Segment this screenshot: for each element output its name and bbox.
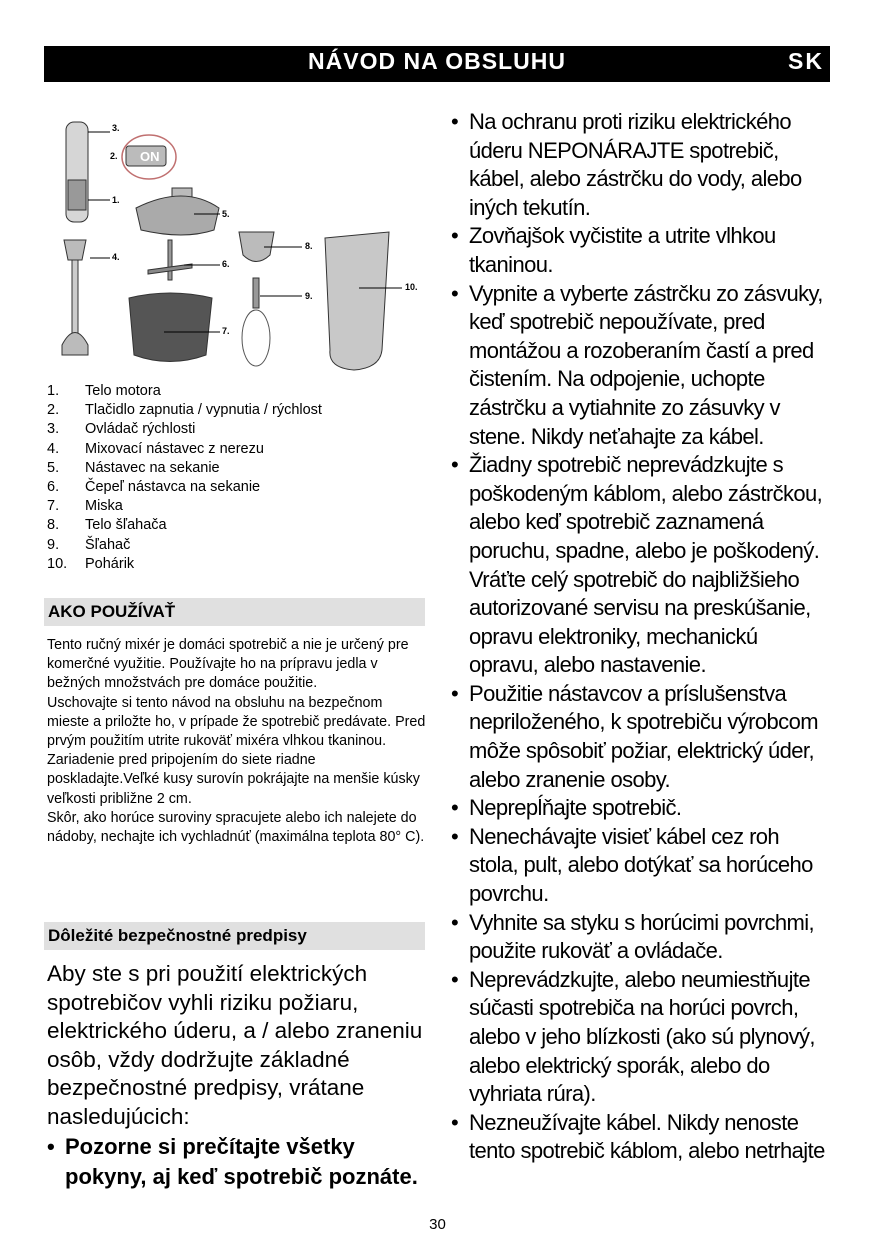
- safety-heading: Dôležité bezpečnostné predpisy: [44, 922, 425, 950]
- page-number: 30: [429, 1216, 446, 1233]
- list-item: • Neprevádzkujte, alebo neumiestňujte súčasti spotrebiča na horúci povrch, alebo v jeho blízkosti (ako sú plynový, alebo elektrický sporák, alebo do vyhriata rúra).: [451, 966, 815, 1107]
- list-item: • Použitie nástavcov a príslušenstva nepriloženého, k spotrebiču výrobcom môže spôsobiť požiar, elektrický úder, alebo zranenie osoby.: [451, 680, 818, 792]
- blending-shaft-shape: [72, 260, 78, 335]
- language-code: SK: [788, 48, 824, 74]
- list-item: • Žiadny spotrebič neprevádzkujte s poškodeným káblom, alebo zástrčkou, alebo keď spotrebič zaznamená poruchu, spadne, alebo je poškodený. Vráťte celý spotrebič do najbližšieho autorizované servisu na preskúšanie, opravu elektroniky, mechanickú opravu, alebo nastavenie.: [451, 452, 823, 678]
- callout-8: 8.: [305, 241, 313, 251]
- callout-7: 7.: [222, 326, 230, 336]
- list-item: • Vyhnite sa styku s horúcimi povrchmi, použite rukoväť a ovládače.: [451, 909, 815, 964]
- list-item: 1. Telo motora: [47, 383, 161, 399]
- usage-paragraph: Tento ručný mixér je domáci spotrebič a nie je určený pre komerčné využitie. Používajte ho na prípravu jedla v bežných množstvách pre domáce použitie.: [47, 637, 409, 692]
- callout-5: 5.: [222, 209, 230, 219]
- callout-9: 9.: [305, 291, 313, 301]
- list-item: • Na ochranu proti riziku elektrického úderu NEPONÁRAJTE spotrebič, kábel, alebo zástrčku do vody, alebo iných tekutín.: [451, 109, 802, 220]
- bold-safety-rule: • Pozorne si prečítajte všetky pokyny, aj keď spotrebič poznáte.: [47, 1132, 427, 1192]
- list-item: 2. Tlačidlo zapnutia / vypnutia / rýchlost: [47, 402, 322, 419]
- list-item: • Nezneužívajte kábel. Nikdy nenoste tento spotrebič káblom, alebo netrhajte: [451, 1109, 825, 1164]
- list-item: 8. Telo šľahača: [47, 517, 167, 534]
- list-item: 4. Mixovací nástavec z nerezu: [47, 440, 264, 457]
- parts-list: [47, 382, 427, 574]
- list-item: 6. Čepeľ nástavca na sekanie: [47, 479, 261, 496]
- callout-2: 2.: [110, 151, 118, 161]
- callout-10: 10.: [405, 282, 418, 292]
- list-item: 10. Pohárik: [47, 555, 135, 572]
- on-label: ON: [140, 149, 160, 164]
- callout-1: 1.: [112, 195, 120, 205]
- usage-paragraph: Uschovajte si tento návod na obsluhu na bezpečnom mieste a priložte ho, v prípade že spotrebič predávate. Pred prvým použitím utrite rukoväť mixéra vlhkou tkaninou.: [47, 694, 426, 750]
- bullet: •: [47, 1134, 55, 1159]
- callout-6: 6.: [222, 259, 230, 269]
- usage-paragraph: Skôr, ako horúce suroviny spracujete alebo ich nalejete do nádoby, nechajte ich vychladnúť (maximálna teplota 80° C).: [47, 809, 425, 846]
- list-item: 5. Nástavec na sekanie: [47, 459, 220, 476]
- list-item: • Neprepĺňajte spotrebič.: [451, 795, 682, 821]
- bowl-shape: [129, 293, 212, 362]
- motor-grip-shape: [68, 180, 86, 210]
- whisk-shape: [242, 310, 270, 366]
- usage-text: [47, 636, 427, 847]
- chopper-lid-shape: [136, 196, 219, 235]
- safety-rules-list: [451, 108, 831, 1166]
- beaker-shape: [325, 232, 389, 370]
- list-item: 9. Šľahač: [47, 536, 131, 553]
- list-item: • Zovňajšok vyčistite a utrite vlhkou tkaninou.: [451, 223, 776, 277]
- page-title: NÁVOD NA OBSLUHU: [308, 48, 566, 74]
- list-item: • Vypnite a vyberte zástrčku zo zásvuky, keď spotrebič nepoužívate, pred montážou a rozoberaním častí a pred čistením. Na odpojenie, uchopte zástrčku a vytiahnite zo zásuvky v stene. Nikdy neťahajte za kábel.: [451, 280, 823, 449]
- parts-illustration: [44, 110, 434, 380]
- usage-paragraph: Zariadenie pred pripojením do siete riadne poskladajte.Veľké kusy surovín pokrájajte na menšie kúsky veľkosti približne 2 cm.: [47, 752, 420, 807]
- list-item: 7. Miska: [47, 498, 123, 515]
- list-item: 3. Ovládač rýchlosti: [47, 421, 196, 438]
- callout-4: 4.: [112, 252, 120, 262]
- callout-3: 3.: [112, 123, 120, 133]
- list-item: • Nenechávajte visieť kábel cez roh stola, pult, alebo dotýkať sa horúceho povrchu.: [451, 823, 813, 907]
- blender-parts-drawing: [44, 110, 434, 380]
- page-header: [44, 46, 830, 82]
- safety-intro: Aby ste s pri použití elektrických spotrebičov vyhli riziku požiaru, elektrického úderu, a / alebo zraneniu osôb, vždy dodržujte základné bezpečnostné predpisy, vrátane nasledujúcich:: [47, 961, 423, 1129]
- usage-heading: AKO POUŽÍVAŤ: [44, 598, 425, 626]
